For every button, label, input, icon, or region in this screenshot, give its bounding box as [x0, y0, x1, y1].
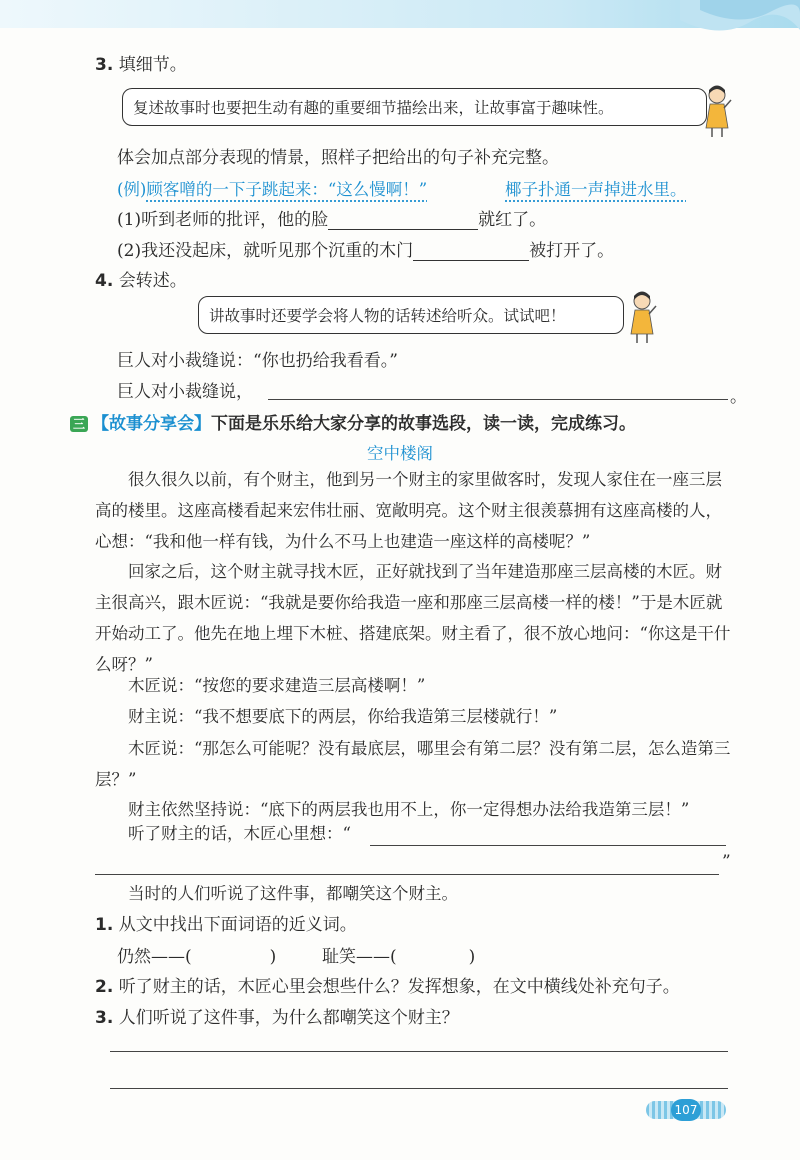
q1-text-start: (1)听到老师的批评，他的脸	[117, 210, 329, 230]
story-paragraph-8: 当时的人们听说了这件事，都嘲笑这个财主。	[128, 884, 458, 903]
story-paragraph-2: 回家之后，这个财主就寻找木匠，正好就找到了当年建造那座三层高楼的木匠。财主很高兴，跟木匠说：“我就是要你给我造一座和那座三层高楼一样的楼！”于是木匠就开始动工了。他先在地上埋下木桩、搭建底架。财主看了，很不放心地问：“你这是干什么呀？”	[95, 562, 731, 674]
example-sentence-2-wrap	[505, 176, 687, 200]
quote-original: 巨人对小裁缝说：“你也扔给我看看。”	[117, 351, 398, 371]
answer-line-1[interactable]	[110, 1051, 728, 1052]
q1-answer-blank[interactable]	[328, 209, 478, 230]
synonym-1	[117, 942, 276, 967]
quote-retell-line	[117, 377, 253, 402]
section3-instruction: 体会加点部分表现的情景，照样子把给出的句子补充完整。	[117, 148, 559, 168]
example-label: (例)	[117, 180, 147, 199]
story-paragraph-4: 财主说：“我不想要底下的两层，你给我造第三层楼就行！”	[128, 707, 558, 726]
section3-heading	[95, 50, 187, 75]
carpenter-thought-blank-2[interactable]	[95, 874, 719, 875]
quote-close-mark: ”	[722, 852, 731, 872]
girl-icon-2	[625, 290, 659, 344]
question-1	[95, 910, 357, 935]
tip-text-retell: 讲故事时还要学会将人物的话转述给听众。试试吧！	[209, 307, 566, 325]
section-number-icon: 三	[70, 416, 88, 432]
question-1-text: 从文中找出下面词语的近义词。	[118, 915, 357, 935]
story-title: 空中楼阁	[367, 444, 433, 463]
question-2	[95, 972, 680, 997]
synonym-1-close: )	[269, 947, 277, 967]
question-2-text: 听了财主的话，木匠心里会想些什么？发挥想象，在文中横线处补充句子。	[118, 977, 680, 997]
example-line	[117, 176, 427, 200]
question-1-number: 1.	[95, 915, 114, 935]
section4-title: 会转述。	[118, 271, 187, 291]
share-heading	[70, 409, 636, 434]
carpenter-thought-blank-1[interactable]	[370, 845, 726, 846]
question-3-number: 3.	[95, 1008, 114, 1028]
q1-line	[117, 205, 546, 230]
corner-wave-decoration	[680, 0, 800, 80]
share-tag: 【故事分享会】	[92, 414, 211, 434]
synonym-2-close: )	[468, 947, 476, 967]
synonym-1-word: 仍然——(	[117, 947, 192, 967]
story-paragraph-3: 木匠说：“按您的要求建造三层高楼啊！”	[128, 676, 426, 695]
answer-line-2[interactable]	[110, 1088, 728, 1089]
example-sentence-1: 顾客噌的一下子跳起来：“这么慢啊！”	[146, 180, 428, 199]
section3-title: 填细节。	[118, 55, 187, 75]
q2-text-start: (2)我还没起床，就听见那个沉重的木门	[117, 241, 414, 261]
synonym-2	[322, 942, 475, 967]
tip-text-details: 复述故事时也要把生动有趣的重要细节描绘出来，让故事富于趣味性。	[133, 99, 614, 117]
question-2-number: 2.	[95, 977, 114, 997]
story-paragraph-5: 木匠说：“那怎么可能呢？没有最底层，哪里会有第二层？没有第二层，怎么造第三层？”	[95, 739, 731, 789]
retell-end-punct: 。	[730, 387, 747, 407]
question-3	[95, 1003, 459, 1028]
page-number: 107	[671, 1099, 701, 1121]
girl-icon	[700, 84, 734, 138]
q2-line	[117, 236, 614, 261]
section3-number: 3.	[95, 55, 114, 75]
retell-answer-blank[interactable]	[268, 399, 728, 400]
story-paragraph-7: 听了财主的话，木匠心里想：“	[128, 824, 351, 843]
synonym-2-word: 耻笑——(	[322, 947, 397, 967]
question-3-text: 人们听说了这件事，为什么都嘲笑这个财主？	[118, 1008, 459, 1028]
q2-answer-blank[interactable]	[413, 240, 529, 261]
tip-box-details	[122, 88, 707, 126]
share-intro: 下面是乐乐给大家分享的故事选段，读一读，完成练习。	[211, 414, 636, 434]
q1-text-end: 就红了。	[478, 210, 547, 230]
story-paragraph-1: 很久很久以前，有个财主，他到另一个财主的家里做客时，发现人家住在一座三层高的楼里。这座高楼看起来宏伟壮丽、宽敞明亮。这个财主很羡慕拥有这座高楼的人，心想：“我和他一样有钱，为什么不马上也建造一座这样的高楼呢？”	[95, 470, 722, 551]
example-sentence-2: 椰子扑通一声掉进水里。	[505, 180, 687, 199]
section4-heading	[95, 266, 187, 291]
story-paragraph-6: 财主依然坚持说：“底下的两层我也用不上，你一定得想办法给我造第三层！”	[128, 800, 690, 819]
quote-retell-start: 巨人对小裁缝说，	[117, 382, 253, 402]
q2-text-end: 被打开了。	[529, 241, 615, 261]
section4-number: 4.	[95, 271, 114, 291]
tip-box-retell	[198, 296, 624, 334]
